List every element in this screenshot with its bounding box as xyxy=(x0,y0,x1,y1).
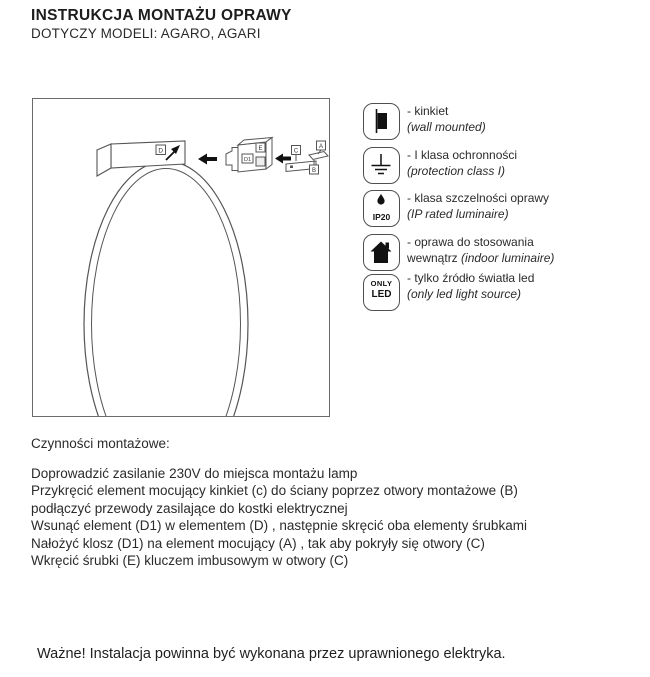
assembly-diagram xyxy=(32,98,330,417)
ip-badge: IP20 xyxy=(372,212,391,222)
part-label-d: D xyxy=(158,147,164,155)
protection-class-icon xyxy=(363,147,400,184)
part-label-e: E xyxy=(258,146,263,152)
steps-list xyxy=(31,465,527,569)
step-line: Wkręcić śrubki (E) kluczem imbusowym w otwory (C) xyxy=(31,553,349,569)
part-label-c: C xyxy=(293,148,299,155)
lamp-drawing xyxy=(33,99,329,416)
step-line: Przykręcić element mocujący kinkiet (c) do ściany poprzez otwory montażowe (B) xyxy=(31,483,518,499)
legend-item-protection-class: - I klasa ochronności (protection class I) xyxy=(407,148,518,178)
step-line: Nałożyć klosz (D1) na element mocujący (A) , tak aby pokryły się otwory (C) xyxy=(31,535,485,551)
legend-item-wall-mounted: - kinkiet (wall mounted) xyxy=(407,104,486,134)
page-subtitle: DOTYCZY MODELI: AGARO, AGARI xyxy=(31,26,261,41)
part-label-b: B xyxy=(311,168,317,174)
part-label-d1: D1 xyxy=(243,157,252,163)
indoor-luminaire-icon xyxy=(363,234,400,271)
legend-item-only-led: - tylko źródło światła led (only led light source) xyxy=(407,271,535,301)
wall-mounted-icon xyxy=(363,103,400,140)
legend-item-indoor: - oprawa do stosowania wewnątrz (indoor luminaire) xyxy=(407,235,555,265)
ip-rating-icon xyxy=(363,190,400,227)
warning-note: Ważne! Instalacja powinna być wykonana przez uprawnionego elektryka. xyxy=(37,646,506,662)
step-line: Doprowadzić zasilanie 230V do miejsca montażu lamp xyxy=(31,466,358,481)
step-line: podłączyć przewody zasilające do kostki elektrycznej xyxy=(31,500,348,516)
steps-heading: Czynności montażowe: xyxy=(31,436,170,451)
only-led-text: ONLY LED xyxy=(370,279,393,300)
step-line: Wsunąć element (D1) w elementem (D) , następnie skręcić oba elementy śrubkami xyxy=(31,518,527,534)
legend-item-ip-rating: - klasa szczelności oprawy (IP rated luminaire) xyxy=(407,191,550,221)
page-title: INSTRUKCJA MONTAŻU OPRAWY xyxy=(31,7,292,24)
part-label-a: A xyxy=(318,144,324,150)
only-led-icon xyxy=(363,274,400,311)
